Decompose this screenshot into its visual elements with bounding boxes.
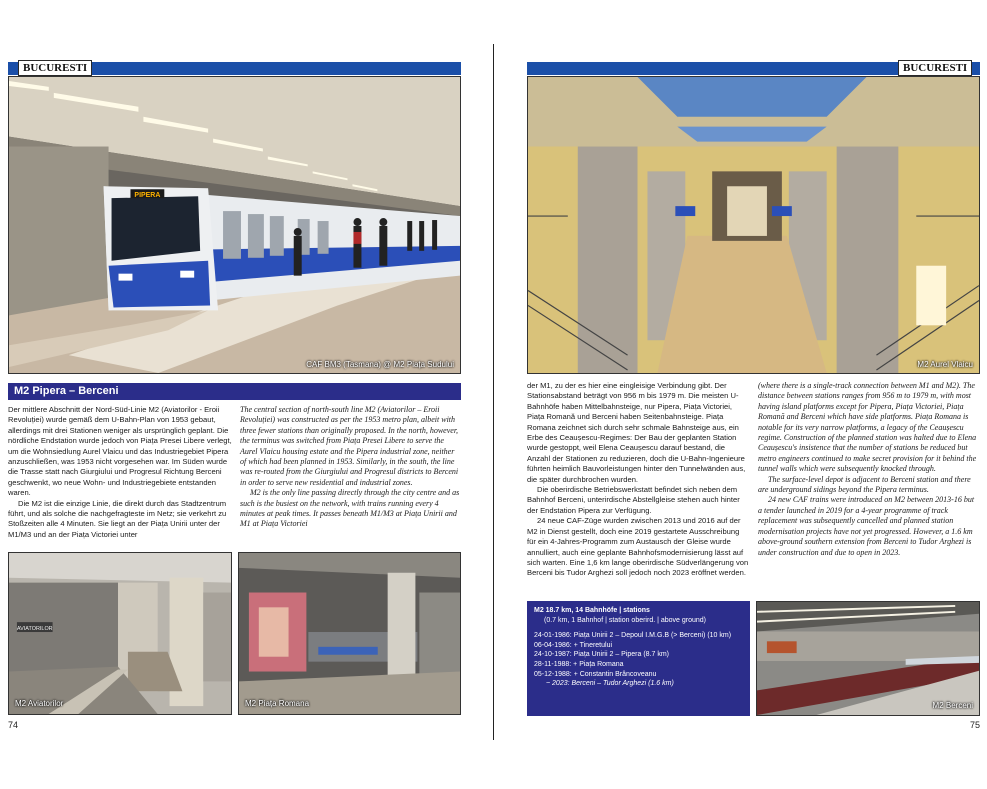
line-fact-box [527, 601, 750, 716]
train-platform-illustration [9, 77, 460, 373]
photo-berceni [756, 601, 980, 716]
paragraph: (where there is a single-track connection between M1 and M2). The distance between stations ranges from 956 m to 1979 m, with most having island platforms except for Pipera, Piața Victoriei, Piața Romană and Berceni which have side platforms. Piața Romana is notable for its very narrow platforms, a legacy of the Ceaușescu regime. Construction of the planned station was halted due to Elena Ceaușescu's insistence that the number of stations be reduced but metro engineers continued to make secret provision for it behind the tunnel walls which were subsequently knocked through. [758, 381, 977, 474]
fact-box-event: 06-04-1986: + Tineretului [534, 641, 613, 649]
paragraph: The central section of north-south line M2 (Aviatorilor – Eroii Revoluției) was constructed as per the 1953 metro plan, albeit with three fewer stations than originally proposed. In the north, however, the terminus was switched from Piața Presei Libere to serve the Aurel Vlaicu housing estate and the Pipera industrial zone, neither of which had been planned in 1953. Similarly, in the south, the line was re-routed from the Giurgiului and Progresul districts to Berceni in order to serve new residential and industrial zones. [240, 405, 459, 487]
paragraph: 24 new CAF trains were introduced on M2 between 2013-16 but a tender launched in 2019 for a 4-year programme of track replacement was subsequently cancelled and planned station modernisation projects have not yet progressed. However, a 1.6 km above-ground southern extension from Berceni to Tudor Arghezi is under construction and due to open in 2023. [758, 495, 975, 557]
paragraph: der M1, zu der es hier eine eingleisige Verbindung gibt. Der Stationsabstand beträgt von 956 m bis 1979 m. Die meisten U-Bahnhöfe haben Mittelbahnsteige, nur Pipera, Piața Victoriei, Piața Romană und Berceni haben Seitenbahnsteige. Piața Romana zeichnet sich durch sehr schmale Bahnsteige aus, ein Erbe des Ceaușescu-Regimes: Der Bau der geplanten Station wurde gestoppt, weil Elena Ceaușescu darauf bestand, die Anzahl der Stationen zu reduzieren, doch die U-Bahn-Ingenieure führten heimlich Bauvorleistungen hinter den Tunnelwänden aus, die später durchbrochen wurden. [527, 381, 746, 484]
page-number: 74 [8, 720, 19, 730]
photo-piata-romana [238, 552, 461, 715]
fact-box-event: 24-01-1986: Piața Unirii 2 – Depoul I.M.G.B (> Berceni) (10 km) [534, 632, 732, 640]
german-text-column [8, 405, 232, 540]
berceni-illustration [757, 602, 979, 715]
train-destination-display: PIPERA [134, 192, 161, 200]
fact-box-summary: M2 18.7 km, 14 Bahnhöfe | stations [534, 607, 650, 614]
fact-box-event: ~ 2023: Berceni – Tudor Arghezi (1.6 km) [546, 680, 674, 688]
photo-aurel-vlaicu [527, 76, 980, 374]
left-page [0, 0, 480, 789]
piata-romana-illustration [239, 553, 460, 714]
station-name-sign: AVIATORILOR [16, 626, 53, 633]
english-text-column [758, 381, 980, 558]
paragraph: Die oberirdische Betriebswerkstatt befindet sich neben dem Bahnhof Berceni, unterirdische Abstellgleise stehen auch hinter der Endstation Pipera zur Verfügung. [527, 485, 740, 515]
photo-aviatorilor [8, 552, 232, 715]
section-heading: M2 Pipera – Berceni [8, 383, 461, 400]
fact-box-event: 28-11-1988: + Piața Romana [534, 660, 624, 668]
aviatorilor-illustration [9, 553, 231, 714]
paragraph: Der mittlere Abschnitt der Nord-Süd-Linie M2 (Aviatorilor - Eroii Revoluției) wurde gemäß dem U-Bahn-Plan von 1953 gebaut, allerdings mit drei Stationen weniger als ursprünglich geplant. Die nördliche Endstation wurde jedoch von Piața Presei Libere verlegt, um die Wohnsiedlung Aurel Vlaicu und das Industriegebiet Pipera anzuschließen, was 1953 nicht vorgesehen war. Im Süden wurde die Trasse statt nach Giurgiului und Progresul Richtung Berceni geschwenkt, wo neue Wohn- und Industriegebiete entstanden waren. [8, 405, 232, 498]
aurel-vlaicu-illustration [528, 77, 979, 373]
photo-caption: CAF BM3 (Tasmana) @ M2 Piața Sudului [306, 360, 454, 369]
english-text-column [240, 405, 462, 530]
book-spine [493, 44, 494, 740]
photo-caption: M2 Piața Romana [245, 699, 310, 708]
photo-caption: M2 Aurel Vlaicu [917, 360, 973, 369]
fact-box-subline: (0.7 km, 1 Bahnhof | station oberird. | above ground) [544, 616, 707, 624]
fact-box-event: 24-10-1987: Piața Unirii 2 – Pipera (8.7 km) [534, 651, 670, 659]
paragraph: Die M2 ist die einzige Linie, die direkt durch das Stadtzentrum führt, und als solche die nachgefragteste im Netz; sie verkehrt zu Stoßzeiten alle 4 Minuten. Sie liegt an der Piața Unirii unter der M1/M3 und an der Piața Victoriei unter [8, 498, 227, 539]
photo-caption: M2 Berceni [932, 701, 973, 710]
photo-train-platform [8, 76, 461, 374]
paragraph: 24 neue CAF-Züge wurden zwischen 2013 und 2016 auf der M2 in Dienst gestellt, doch eine 2019 gestartete Ausschreibung für ein 4-Jahres-Programm zum Austausch der Gleise wurde annulliert, auch eine geplante Bahnhofsmodernisierung lässt auf sich warten. Eine 1,6 km lange oberirdische Südverlängerung von Berceni bis Tudor Arghezi soll jedoch noch 2023 eröffnet werden. [527, 516, 749, 578]
page-number: 75 [970, 720, 981, 730]
paragraph: M2 is the only line passing directly through the city centre and as such is the busiest on the network, with trains running every 4 minutes at peak times. It passes beneath M1/M3 at Piața Unirii and M1 at Piața Victoriei [240, 488, 460, 529]
paragraph: The surface-level depot is adjacent to Berceni station and there are underground sidings beyond the Pipera terminus. [758, 474, 971, 495]
fact-box-event: 05-12-1988: + Constantin Brâncoveanu [534, 670, 657, 678]
photo-caption: M2 Aviatorilor [15, 699, 64, 708]
running-header: BUCURESTI [18, 60, 92, 76]
german-text-column [527, 381, 749, 579]
running-header: BUCURESTI [898, 60, 972, 76]
